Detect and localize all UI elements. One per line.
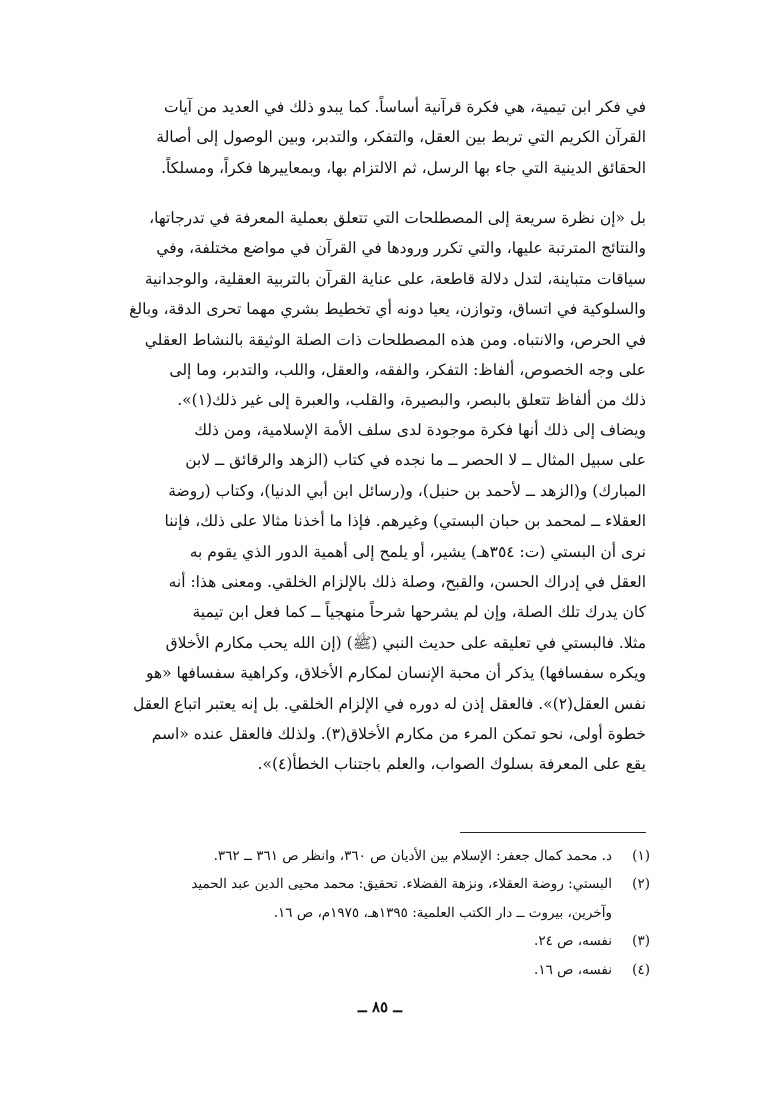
text-line: والنتائج المترتبة عليها، والتي تكرر ورودها في القرآن في مواضع مختلفة، وفي	[156, 239, 646, 258]
footnote-text: د. محمد كمال جعفر: الإسلام بين الأديان ص ٣٦٠، وانظر ص ٣٦١ ــ ٣٦٢.	[213, 848, 612, 864]
footnote-text: نفسه، ص ١٦.	[534, 961, 612, 978]
text-line: في فكر ابن تيمية، هي فكرة قرآنية أساساً. كما يبدو ذلك في العديد من آيات	[164, 98, 646, 116]
footnote-1	[108, 842, 650, 870]
text-line: يقع على المعرفة بسلوك الصواب، والعلم باجتناب الخطأ(٤)».	[257, 755, 646, 774]
footnote-text: البستي: روضة العقلاء، ونزهة الفضلاء. تحقيق: محمد محيى الدين عبد الحميد	[191, 876, 612, 893]
text-line: كان يدرك تلك الصلة، وإن لم يشرحها شرحاً منهجياً ــ كما فعل ابن تيمية	[192, 603, 646, 622]
text-line: في الحرص، والانتباه. ومن هذه المصطلحات ذات الصلة الوثيقة بالنشاط العقلي	[144, 330, 646, 349]
text-line: على وجه الخصوص، ألفاظ: التفكر، والفقه، والعقل، واللب، والتدبر، وما إلى	[169, 361, 646, 380]
text-line: المبارك) و(الزهد ــ لأحمد بن حنبل)، و(رسائل ابن أبي الدنيا)، وكتاب (روضة	[168, 481, 646, 500]
text-line: مثلا. فالبستي في تعليقه على حديث النبي (ﷺ) (إن الله يحب مكارم الأخلاق	[165, 633, 646, 652]
text-line: العقل في إدراك الحسن، والقبح، وصلة ذلك بالإلزام الخلقي. ومعنى هذا: أنه	[168, 573, 646, 592]
text-line: خطوة أولى، نحو تمكن المرء من مكارم الأخلاق(٣). ولذلك فالعقل عنده «اسم	[151, 725, 646, 744]
footnote-4	[108, 956, 650, 984]
text-line: والسلوكية في اتساق، وتوازن، يعيا دونه أي تخطيط بشري مهما تحرى الدقة، وبالغ	[129, 300, 646, 319]
footnote-text: نفسه، ص ٢٤.	[534, 933, 612, 950]
footnote-number: (١)	[632, 848, 650, 864]
footnote-number: (٤)	[632, 961, 650, 978]
text-line: ويكره سفسافها) يذكر أن محبة الإنسان لمكارم الأخلاق، وكراهية سفسافها «هو	[145, 664, 646, 683]
text-line: نفس العقل(٢)». فالعقل إذن له دوره في الإلزام الخلقي. بل إنه يعتبر اتباع العقل	[133, 694, 646, 713]
text-line: سياقات متباينة، لتدل دلالة قاطعة، على عناية القرآن بالتربية العقلية، والوجدانية	[144, 269, 646, 288]
text-line: القرآن الكريم التي تربط بين العقل، والتفكر، والتدبر، وبين الوصول إلى أصالة	[156, 128, 646, 147]
footnote-2	[108, 870, 650, 898]
page-number: ــ ٨٥ ــ	[357, 998, 403, 1016]
text-line: بل «إن نظرة سريعة إلى المصطلحات التي تتعلق بعملية المعرفة في تدرجاتها،	[149, 209, 646, 227]
footnote-divider	[460, 832, 646, 833]
footnotes	[108, 842, 650, 984]
footnote-number	[612, 899, 650, 927]
footnote-3	[108, 927, 650, 955]
footnote-2-continuation	[108, 899, 650, 927]
text-line: ذلك من ألفاظ تتعلق بالبصر، والبصيرة، والقلب، والعبرة إلى غير ذلك(١)».	[177, 391, 646, 410]
paragraph-3	[108, 415, 646, 780]
footnote-number: (٣)	[632, 933, 650, 950]
text-line: العقلاء ــ لمحمد بن حبان البستي) وغيرهم. فإذا ما أخذنا مثالا على ذلك، فإننا	[164, 512, 646, 531]
footnote-number: (٢)	[632, 876, 650, 893]
text-line: الحقائق الدينية التي جاء بها الرسل، ثم الالتزام بها، وبمعاييرها فكراً، ومسلكاً.	[161, 158, 646, 177]
paragraph-2	[108, 203, 646, 416]
footnote-text: وآخرين، بيروت ــ دار الكتب العلمية: ١٣٩٥هـ، ١٩٧٥م، ص ١٦.	[273, 904, 612, 921]
text-line: ويضاف إلى ذلك أنها فكرة موجودة لدى سلف الأمة الإسلامية، ومن ذلك	[194, 421, 646, 439]
text-line: نرى أن البستي (ت: ٣٥٤هـ) يشير، أو يلمح إلى أهمية الدور الذي يقوم به	[189, 542, 646, 561]
paragraph-1	[108, 92, 646, 183]
text-line: على سبيل المثال ــ لا الحصر ــ ما نجده في كتاب (الزهد والرقائق ــ لابن	[185, 451, 646, 470]
